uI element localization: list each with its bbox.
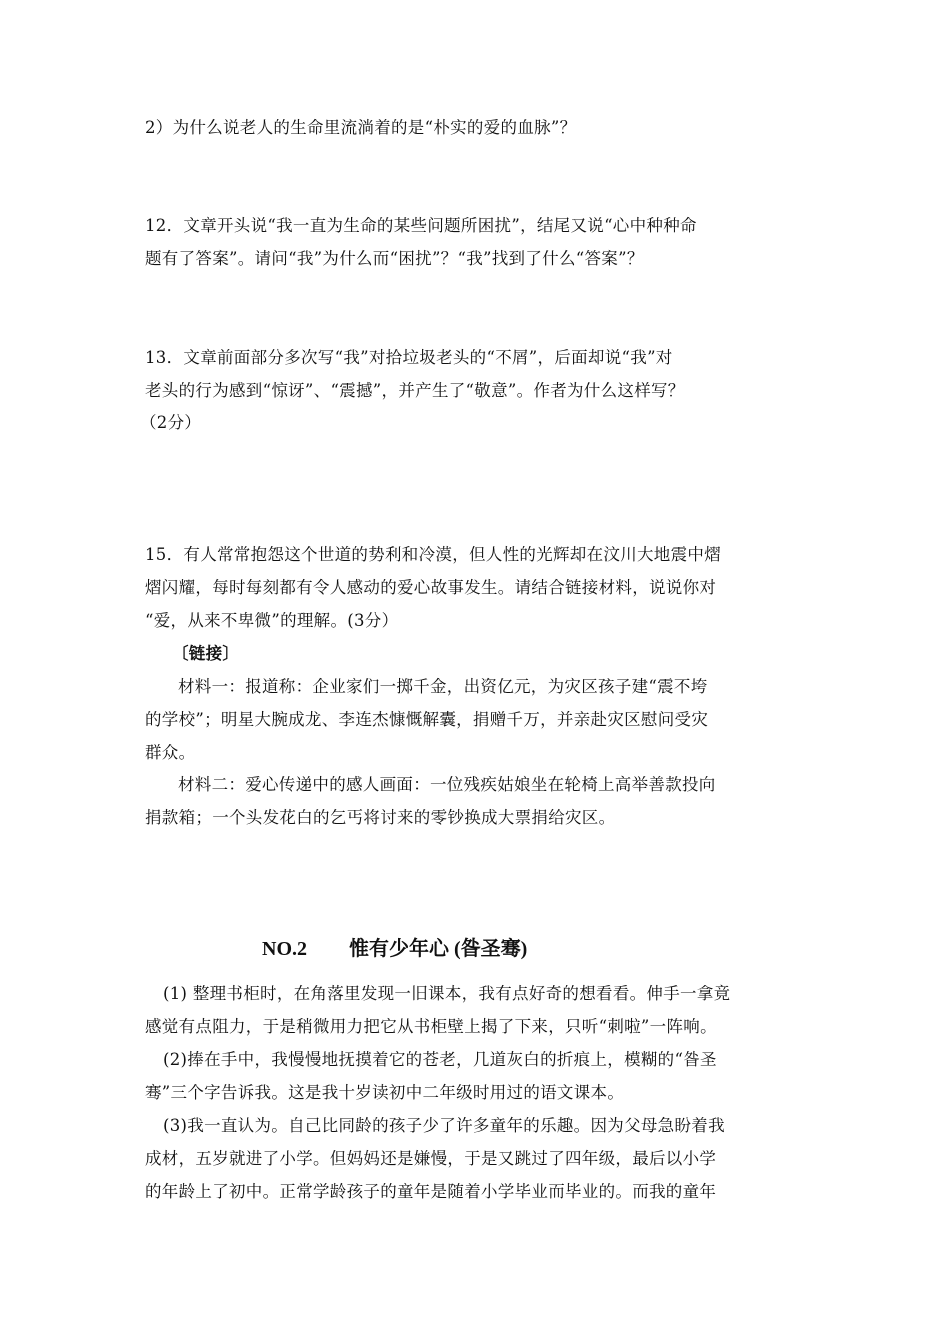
- material-1-line-1: 材料一：报道称：企业家们一掷千金，出资亿元，为灾区孩子建“震不垮: [178, 677, 708, 696]
- paragraph-2-line-1: (2)捧在手中，我慢慢地抚摸着它的苍老，几道灰白的折痕上，模糊的“昝圣: [163, 1050, 717, 1069]
- paragraph-3-line-3: 的年龄上了初中。正常学龄孩子的童年是随着小学毕业而毕业的。而我的童年: [145, 1182, 717, 1201]
- question-12-line-2: 题有了答案”。请问“我”为什么而“困扰”？“我”找到了什么“答案”？: [145, 249, 644, 268]
- link-label: 〔链接〕: [172, 644, 240, 663]
- material-2-line-1: 材料二：爱心传递中的感人画面：一位残疾姑娘坐在轮椅上高举善款投向: [178, 775, 716, 794]
- question-12-line-1: 12．文章开头说“我一直为生命的某些问题所困扰”，结尾又说“心中种种命: [145, 216, 697, 235]
- paragraph-2-line-2: 骞”三个字告诉我。这是我十岁读初中二年级时用过的语文课本。: [145, 1083, 625, 1102]
- question-15-line-1: 15．有人常常抱怨这个世道的势利和冷漠，但人性的光辉却在汶川大地震中熠: [145, 545, 721, 564]
- material-1-line-2: 的学校”；明星大腕成龙、李连杰慷慨解囊，捐赠千万，并亲赴灾区慰问受灾: [145, 710, 709, 729]
- question-13-line-3: （2分）: [140, 413, 202, 432]
- article-title: [262, 935, 527, 963]
- article-number: NO.2: [262, 938, 307, 960]
- question-15-line-3: “爱，从来不卑微”的理解。(3分）: [145, 611, 399, 630]
- question-11-part-2: 2）为什么说老人的生命里流淌着的是“朴实的爱的血脉”？: [145, 118, 577, 137]
- paragraph-3-line-1: (3)我一直认为。自己比同龄的孩子少了许多童年的乐趣。因为父母急盼着我: [163, 1116, 725, 1135]
- material-2-line-2: 捐款箱；一个头发花白的乞丐将讨来的零钞换成大票捐给灾区。: [145, 808, 616, 827]
- material-1-line-3: 群众。: [145, 743, 196, 762]
- paragraph-3-line-2: 成材，五岁就进了小学。但妈妈还是嫌慢，于是又跳过了四年级，最后以小学: [145, 1149, 717, 1168]
- question-15-line-2: 熠闪耀，每时每刻都有令人感动的爱心故事发生。请结合链接材料，说说你对: [145, 578, 717, 597]
- article-name: 惟有少年心 (昝圣骞): [349, 938, 528, 960]
- paragraph-1-line-1: (1) 整理书柜时，在角落里发现一旧课本，我有点好奇的想看看。伸手一拿竟: [163, 984, 731, 1003]
- paragraph-1-line-2: 感觉有点阻力，于是稍微用力把它从书柜壁上揭了下来，只听“刺啦”一阵响。: [145, 1017, 717, 1036]
- question-13-line-2: 老头的行为感到“惊讶”、“震撼”，并产生了“敬意”。作者为什么这样写？: [145, 381, 685, 400]
- question-13-line-1: 13．文章前面部分多次写“我”对拾垃圾老头的“不屑”，后面却说“我”对: [145, 348, 673, 367]
